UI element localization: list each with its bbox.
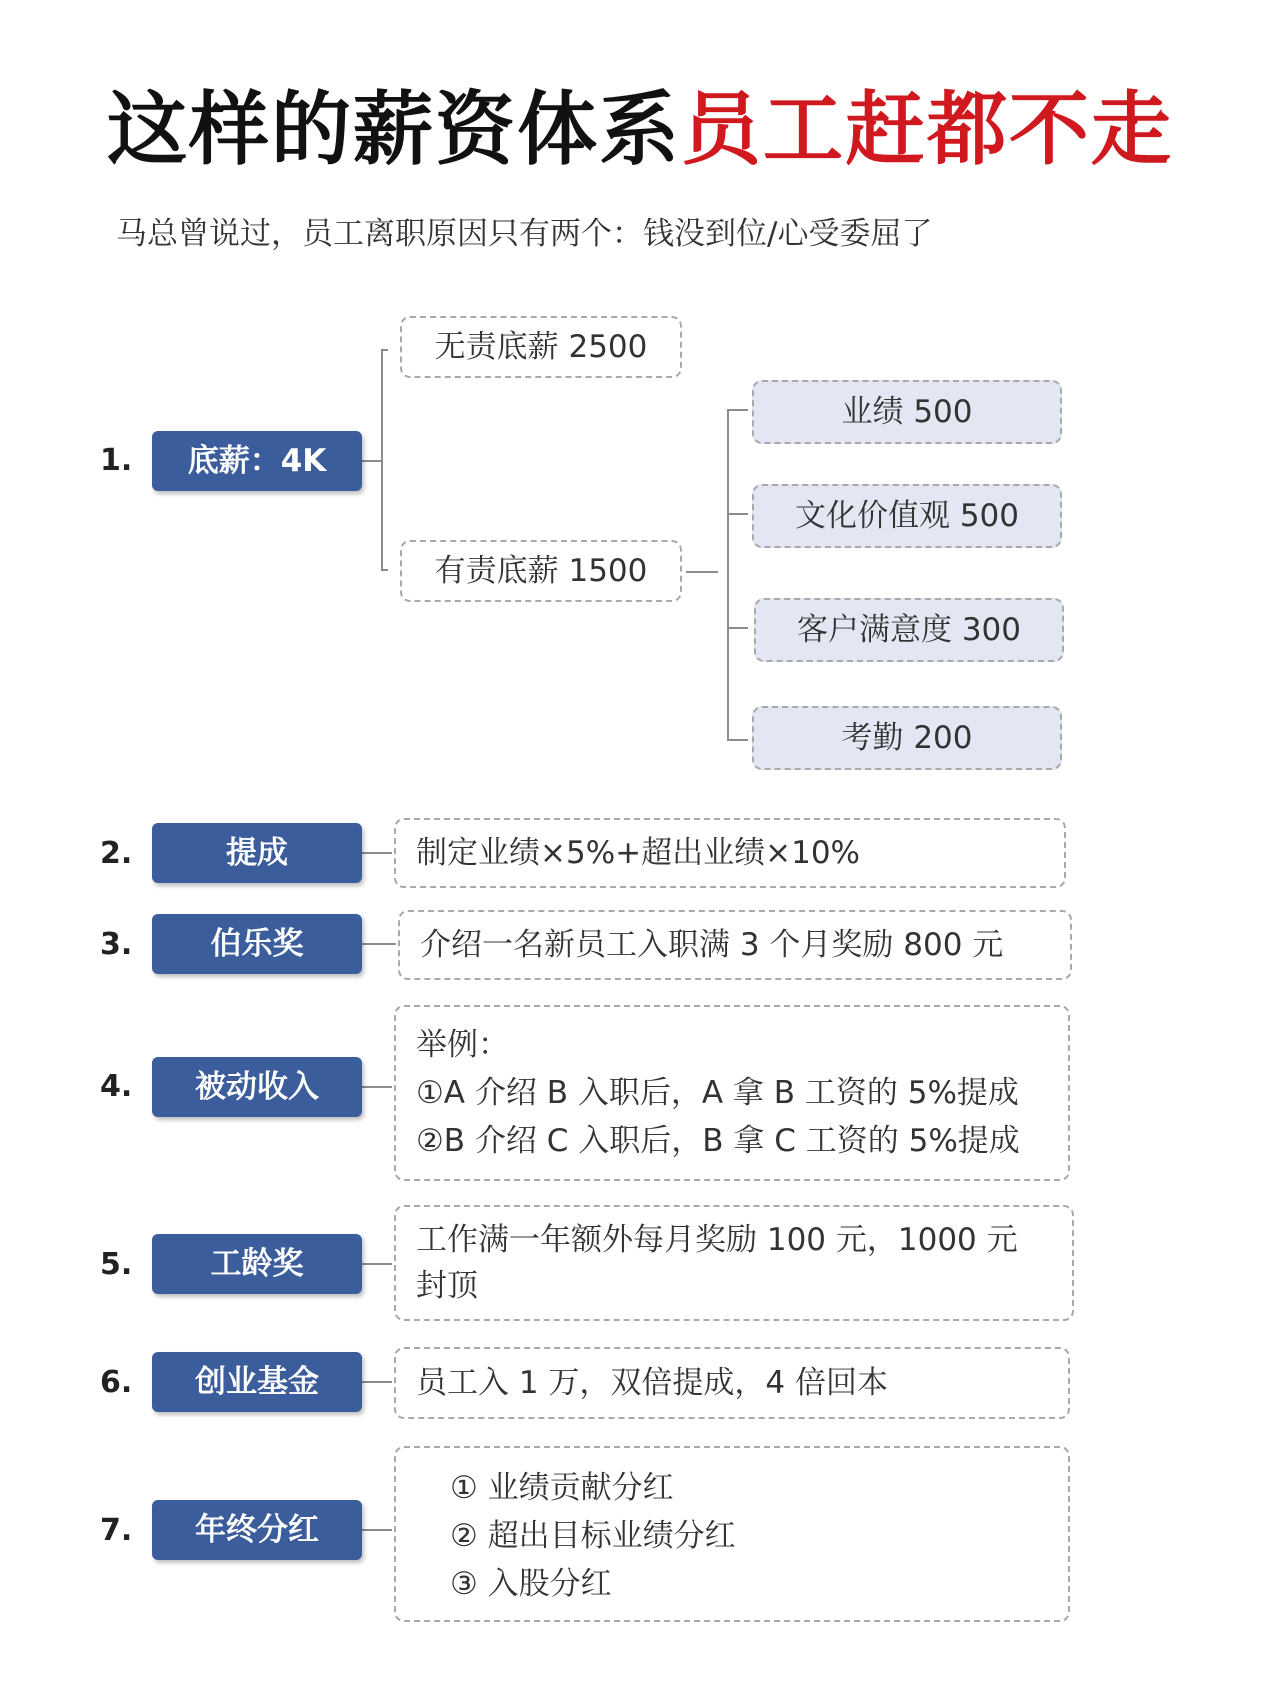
item-box-6 <box>394 1347 1070 1419</box>
title-part-black: 这样的薪资体系 <box>107 83 681 176</box>
sub-text-performance: 业绩 500 <box>841 394 973 430</box>
item-number-3: 3. <box>100 927 133 962</box>
item-box-3 <box>398 910 1072 980</box>
item-7-line-3: ③ 入股分红 <box>450 1566 612 1602</box>
item-label-4: 被动收入 <box>152 1057 362 1117</box>
sub-box-satisfaction <box>754 598 1064 662</box>
sub-text-culture: 文化价值观 500 <box>794 498 1020 534</box>
sub-box-attendance <box>752 706 1062 770</box>
item-label-5: 工龄奖 <box>152 1234 362 1294</box>
item-7-line-2: ② 超出目标业绩分红 <box>450 1518 736 1554</box>
item-4-line-1: 举例： <box>416 1027 509 1063</box>
sub-text-satisfaction: 客户满意度 300 <box>796 612 1022 648</box>
base-conditional-box <box>400 540 682 602</box>
item-box-4 <box>394 1005 1070 1181</box>
item-number-5: 5. <box>100 1247 133 1282</box>
base-unconditional-text: 无责底薪 2500 <box>434 329 648 365</box>
sub-box-culture <box>752 484 1062 548</box>
item-label-7: 年终分红 <box>152 1500 362 1560</box>
base-conditional-text: 有责底薪 1500 <box>434 553 648 589</box>
item-number-1: 1. <box>100 443 133 478</box>
title-part-red: 员工赶都不走 <box>681 83 1173 176</box>
item-number-6: 6. <box>100 1365 133 1400</box>
connector-1 <box>362 350 388 570</box>
item-label-2: 提成 <box>152 823 362 883</box>
item-box-7 <box>394 1446 1070 1622</box>
item-number-4: 4. <box>100 1069 133 1104</box>
item-7-line-1: ① 业绩贡献分红 <box>450 1470 674 1506</box>
item-label-3: 伯乐奖 <box>152 914 362 974</box>
item-box-5 <box>394 1205 1074 1321</box>
item-4-line-2: ①A 介绍 B 入职后，A 拿 B 工资的 5%提成 <box>416 1075 1019 1111</box>
item-4-line-3: ②B 介绍 C 入职后，B 拿 C 工资的 5%提成 <box>416 1123 1020 1159</box>
item-3-line-1: 介绍一名新员工入职满 3 个月奖励 800 元 <box>420 927 1004 963</box>
item-label-1: 底薪：4K <box>152 431 362 491</box>
item-5-line-1: 工作满一年额外每月奖励 100 元，1000 元 <box>416 1222 1018 1258</box>
item-6-line-1: 员工入 1 万，双倍提成，4 倍回本 <box>416 1365 889 1401</box>
connector-1-sub <box>686 410 748 740</box>
item-number-7: 7. <box>100 1513 133 1548</box>
sub-box-performance <box>752 380 1062 444</box>
sub-text-attendance: 考勤 200 <box>841 720 973 756</box>
item-label-6: 创业基金 <box>152 1352 362 1412</box>
page-subtitle: 马总曾说过，员工离职原因只有两个：钱没到位/心受委屈了 <box>116 216 933 252</box>
item-number-2: 2. <box>100 836 133 871</box>
item-box-2 <box>394 818 1066 888</box>
item-2-line-1: 制定业绩×5%+超出业绩×10% <box>416 835 861 871</box>
base-unconditional-box <box>400 316 682 378</box>
item-5-line-2: 封顶 <box>416 1268 478 1304</box>
